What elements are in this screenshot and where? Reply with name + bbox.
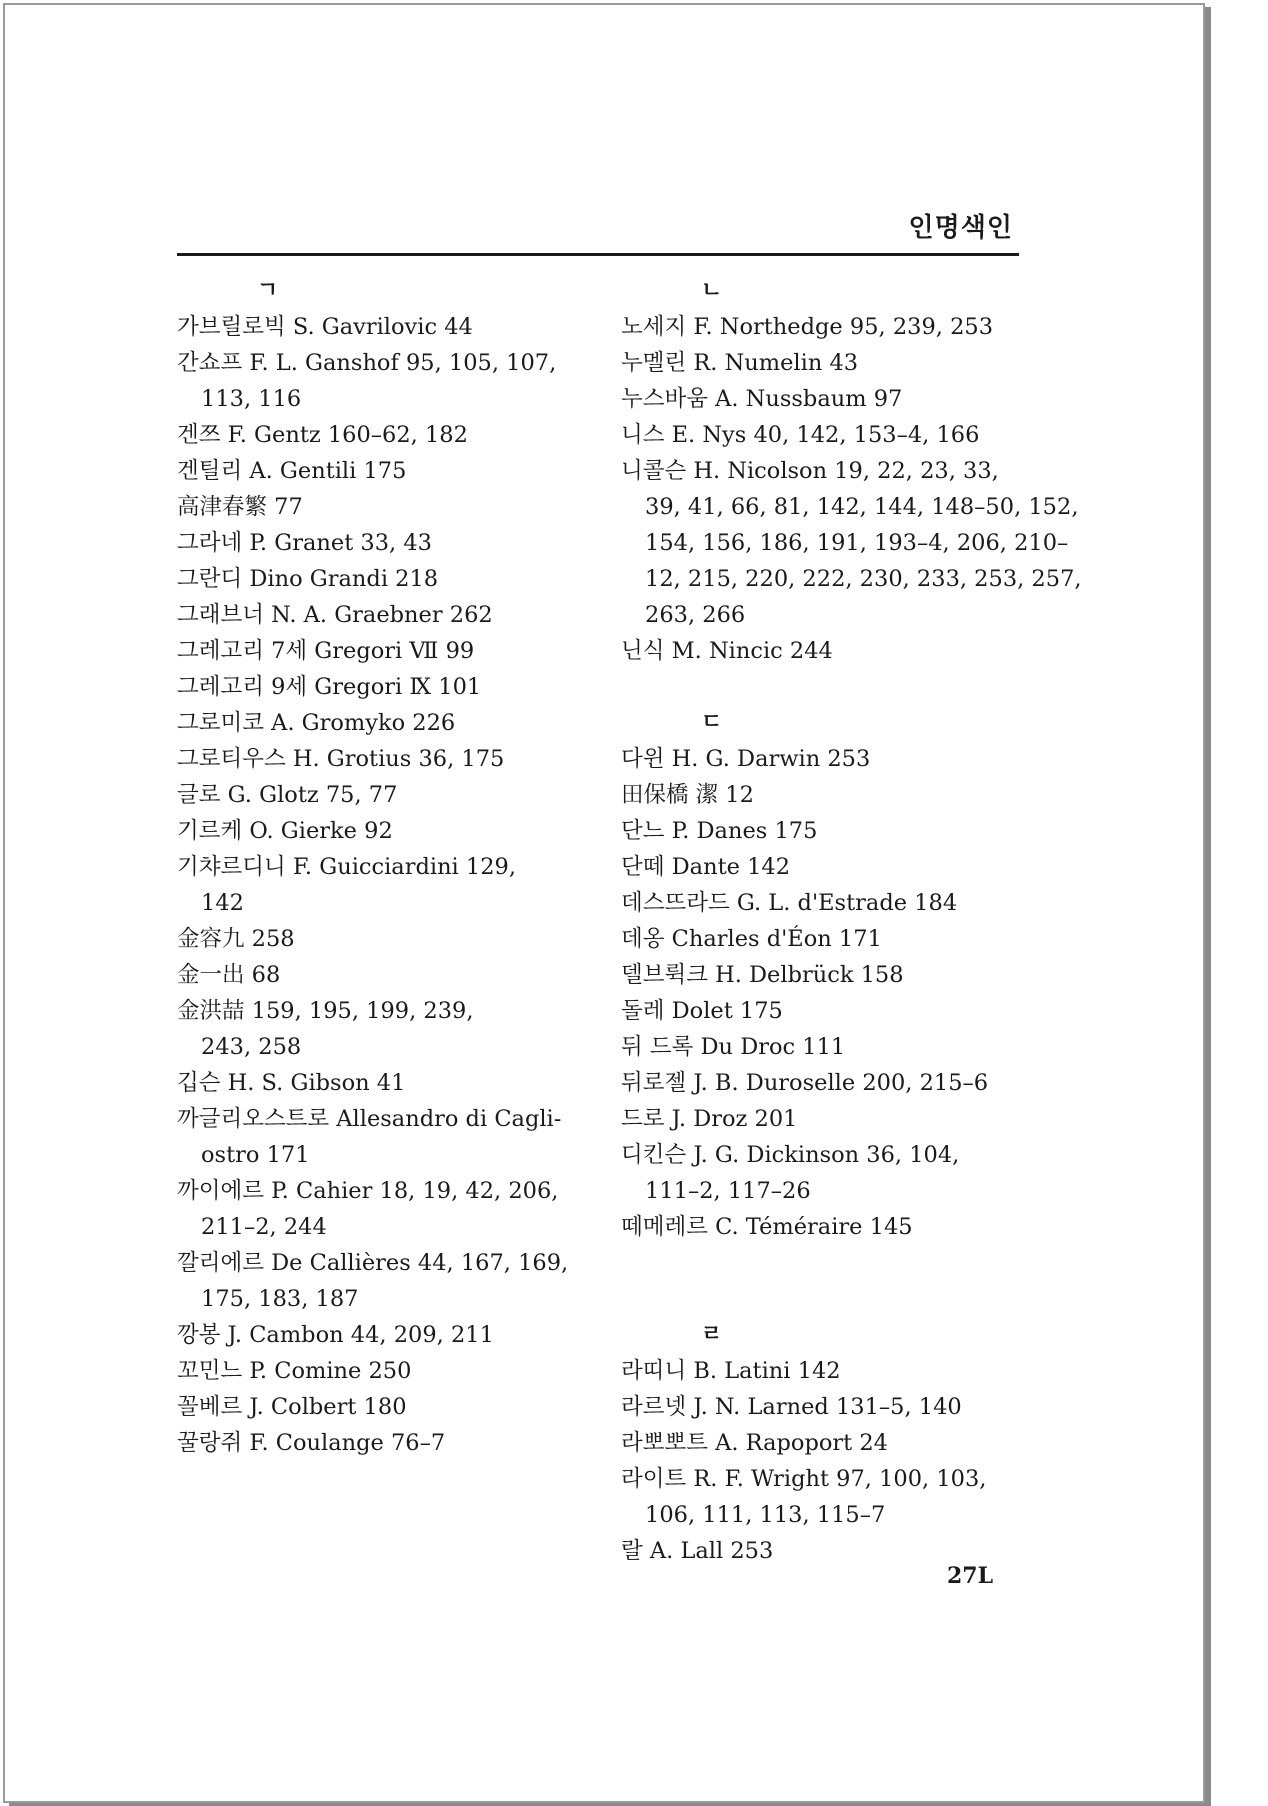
index-entry — [621, 813, 1041, 849]
index-entry-line: 기르케 O. Gierke 92 — [177, 818, 393, 844]
index-entry — [621, 885, 1041, 921]
index-entry-line: 꼴베르 J. Colbert 180 — [177, 1394, 407, 1420]
index-entry-line: 글로 G. Glotz 75, 77 — [177, 782, 398, 808]
index-entry-line: 뒤로젤 J. B. Duroselle 200, 215–6 — [621, 1070, 989, 1096]
index-section-heading: ㄴ — [701, 278, 723, 303]
index-entry — [177, 1425, 597, 1461]
index-entry — [621, 957, 1041, 993]
index-entry — [177, 633, 597, 669]
index-entry-continuation: 39, 41, 66, 81, 142, 144, 148–50, 152, — [645, 494, 1079, 520]
index-entry — [177, 453, 597, 489]
index-entry-continuation: 263, 266 — [645, 602, 746, 628]
index-entry-line: 떼메레르 C. Téméraire 145 — [621, 1214, 913, 1240]
index-entry-line: 田保橋 潔 12 — [621, 782, 754, 808]
index-entry — [177, 597, 597, 633]
index-entry — [177, 777, 597, 813]
index-entry — [621, 777, 1041, 813]
index-entry-line: 누멜린 R. Numelin 43 — [621, 350, 859, 376]
index-entry — [621, 417, 1041, 453]
index-entry-line: 니스 E. Nys 40, 142, 153–4, 166 — [621, 422, 980, 448]
index-entry — [177, 1245, 597, 1317]
index-entry-line: 겐쯔 F. Gentz 160–62, 182 — [177, 422, 468, 448]
index-entry-line: 뒤 드록 Du Droc 111 — [621, 1034, 846, 1060]
index-entry-line: 겐틸리 A. Gentili 175 — [177, 458, 407, 484]
index-entry-line: 그레고리 7세 Gregori Ⅶ 99 — [177, 638, 475, 664]
index-entry — [177, 1101, 597, 1173]
index-entry — [177, 849, 597, 921]
index-entry — [177, 1353, 597, 1389]
index-entry — [177, 1173, 597, 1245]
index-entry-line: 라르넷 J. N. Larned 131–5, 140 — [621, 1394, 962, 1420]
index-entry-line: 노세지 F. Northedge 95, 239, 253 — [621, 314, 994, 340]
index-entry-line: 그란디 Dino Grandi 218 — [177, 566, 439, 592]
index-entry-line: 高津春繁 77 — [177, 494, 303, 520]
index-entry — [621, 921, 1041, 957]
index-entry — [177, 1389, 597, 1425]
index-entry — [621, 1137, 1041, 1209]
index-entry-continuation: ostro 171 — [201, 1142, 310, 1168]
index-entry-line: 닌식 M. Nincic 244 — [621, 638, 833, 664]
index-entry — [177, 1065, 597, 1101]
index-entry-line: 데스뜨라드 G. L. d'Estrade 184 — [621, 890, 958, 916]
index-entry — [621, 849, 1041, 885]
index-section-heading: ㄹ — [701, 1322, 723, 1347]
index-entry-line: 꿀랑쥐 F. Coulange 76–7 — [177, 1430, 446, 1456]
index-column-left — [177, 273, 597, 1461]
index-entry — [621, 1065, 1041, 1101]
index-entry-line: 깡봉 J. Cambon 44, 209, 211 — [177, 1322, 494, 1348]
index-entry — [177, 417, 597, 453]
index-entry-line: 가브릴로빅 S. Gavrilovic 44 — [177, 314, 473, 340]
index-entry — [177, 345, 597, 417]
index-entry — [621, 1353, 1041, 1389]
book-page — [3, 3, 1205, 1803]
index-entry-line: 까이에르 P. Cahier 18, 19, 42, 206, — [177, 1178, 559, 1204]
index-entry-line: 라이트 R. F. Wright 97, 100, 103, — [621, 1466, 987, 1492]
index-entry-line: 돌레 Dolet 175 — [621, 998, 783, 1024]
index-entry-line: 꼬민느 P. Comine 250 — [177, 1358, 412, 1384]
index-entry-line: 데옹 Charles d'Éon 171 — [621, 926, 882, 952]
index-entry-line: 그로미코 A. Gromyko 226 — [177, 710, 456, 736]
index-entry — [621, 1389, 1041, 1425]
index-entry-continuation: 154, 156, 186, 191, 193–4, 206, 210– — [645, 530, 1069, 556]
index-entry-continuation: 106, 111, 113, 115–7 — [645, 1502, 886, 1528]
index-entry — [621, 1209, 1041, 1245]
index-entry-line: 단떼 Dante 142 — [621, 854, 791, 880]
index-entry-line: 다윈 H. G. Darwin 253 — [621, 746, 871, 772]
index-entry-line: 델브뤽크 H. Delbrück 158 — [621, 962, 904, 988]
index-entry-line: 金容九 258 — [177, 926, 295, 952]
index-entry-line: 드로 J. Droz 201 — [621, 1106, 798, 1132]
index-entry — [177, 741, 597, 777]
header-rule — [177, 253, 1019, 256]
index-entry-line: 누스바움 A. Nussbaum 97 — [621, 386, 903, 412]
index-entry-line: 니콜슨 H. Nicolson 19, 22, 23, 33, — [621, 458, 999, 484]
index-entry-line: 라띠니 B. Latini 142 — [621, 1358, 841, 1384]
index-entry — [621, 345, 1041, 381]
index-entry — [621, 1425, 1041, 1461]
index-entry-line: 깁슨 H. S. Gibson 41 — [177, 1070, 406, 1096]
index-entry — [621, 633, 1041, 669]
index-entry-line: 그로티우스 H. Grotius 36, 175 — [177, 746, 505, 772]
index-entry-line: 디킨슨 J. G. Dickinson 36, 104, — [621, 1142, 960, 1168]
index-entry — [177, 309, 597, 345]
index-entry-line: 그래브너 N. A. Graebner 262 — [177, 602, 493, 628]
index-entry-continuation: 111–2, 117–26 — [645, 1178, 811, 1204]
index-entry — [621, 1029, 1041, 1065]
index-entry — [621, 453, 1082, 633]
index-entry-continuation: 12, 215, 220, 222, 230, 233, 253, 257, — [645, 566, 1082, 592]
index-entry-line: 金一出 68 — [177, 962, 281, 988]
index-entry — [177, 525, 597, 561]
index-entry-line: 라뽀뽀트 A. Rapoport 24 — [621, 1430, 888, 1456]
index-entry — [177, 993, 597, 1065]
index-entry — [177, 561, 597, 597]
page-number: 27L — [947, 1563, 994, 1589]
index-entry-line: 단느 P. Danes 175 — [621, 818, 818, 844]
index-entry — [621, 741, 1041, 777]
index-entry — [177, 669, 597, 705]
index-entry — [177, 1317, 597, 1353]
index-entry-continuation: 175, 183, 187 — [201, 1286, 359, 1312]
index-section-heading: ㄱ — [257, 278, 279, 303]
index-entry — [177, 921, 597, 957]
index-entry-line: 간쇼프 F. L. Ganshof 95, 105, 107, — [177, 350, 557, 376]
index-entry-line: 기챠르디니 F. Guicciardini 129, — [177, 854, 517, 880]
index-entry-continuation: 211–2, 244 — [201, 1214, 327, 1240]
index-entry-continuation: 113, 116 — [201, 386, 302, 412]
index-entry — [621, 309, 1041, 345]
index-entry — [621, 993, 1041, 1029]
index-entry-line: 깔리에르 De Callières 44, 167, 169, — [177, 1250, 569, 1276]
index-entry-line: 金洪喆 159, 195, 199, 239, — [177, 998, 474, 1024]
index-entry-continuation: 243, 258 — [201, 1034, 302, 1060]
index-entry — [177, 705, 597, 741]
index-entry-line: 그레고리 9세 Gregori Ⅸ 101 — [177, 674, 482, 700]
running-header-title: 인명색인 — [908, 213, 1013, 243]
index-entry — [621, 1461, 1041, 1533]
index-entry-line: 랄 A. Lall 253 — [621, 1538, 774, 1564]
index-entry — [621, 381, 1041, 417]
index-entry-continuation: 142 — [201, 890, 244, 916]
index-entry — [177, 489, 597, 525]
index-entry-line: 그라네 P. Granet 33, 43 — [177, 530, 432, 556]
index-entry-line: 까글리오스트로 Allesandro di Cagli- — [177, 1106, 562, 1132]
index-entry — [621, 1101, 1041, 1137]
index-column-right — [621, 273, 1082, 1569]
index-section-heading: ㄷ — [701, 710, 723, 735]
index-entry — [177, 813, 597, 849]
index-entry — [177, 957, 597, 993]
